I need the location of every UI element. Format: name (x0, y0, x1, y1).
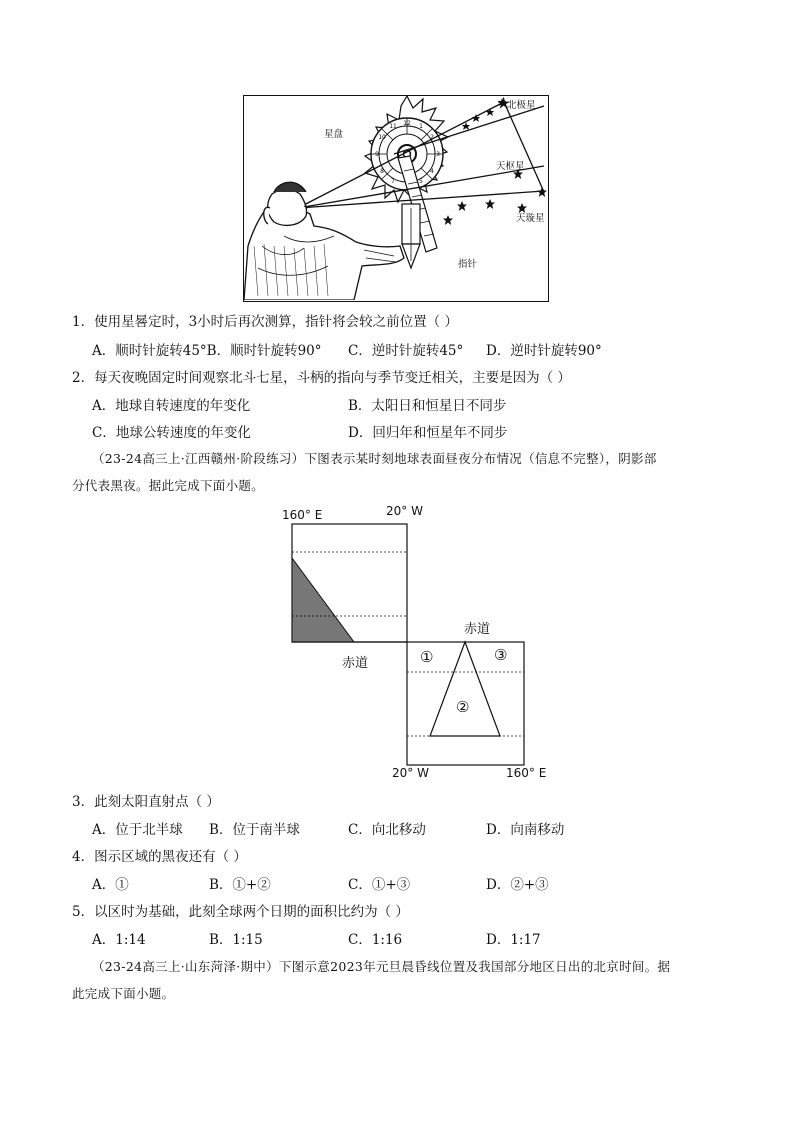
question-5-option-c[interactable]: C．1:16 (348, 932, 403, 948)
label-pointer: 指针 (458, 259, 478, 270)
label-star-disk: 星盘 (324, 129, 344, 140)
label-polaris: 北极星 (507, 100, 536, 111)
svg-text:1: 1 (419, 123, 423, 130)
svg-text:9: 9 (375, 151, 379, 158)
question-4-option-a[interactable]: A．① (92, 877, 129, 893)
question-1-option-d[interactable]: D．逆时针旋转90° (486, 343, 602, 359)
question-2-option-b[interactable]: B．太阳日和恒星日不同步 (348, 398, 507, 414)
question-5-option-b[interactable]: B．1:15 (209, 932, 263, 948)
label-equator-right: 赤道 (464, 622, 491, 637)
question-3-stem: 3．此刻太阳直射点（ ） (72, 794, 220, 810)
question-2-option-d[interactable]: D．回归年和恒星年不同步 (348, 425, 508, 441)
svg-text:3: 3 (436, 151, 440, 158)
question-3-option-c[interactable]: C．向北移动 (348, 822, 426, 838)
question-1-stem: 1．使用星晷定时，3小时后再次测算，指针将会较之前位置（ ） (72, 314, 458, 330)
question-3-option-d[interactable]: D．向南移动 (486, 822, 565, 838)
question-4-option-d[interactable]: D．②+③ (486, 877, 549, 893)
svg-text:8: 8 (380, 168, 384, 175)
question-4-option-b[interactable]: B．①+② (209, 877, 271, 893)
label-20w-bottom: 20° W (392, 766, 429, 780)
question-3-option-b[interactable]: B．位于南半球 (209, 822, 300, 838)
intro-paragraph-1-line-1: （23-24高三上·江西赣州·阶段练习）下图表示某时刻地球表面昼夜分布情况（信息不完整），阴影部 (92, 451, 657, 466)
intro-paragraph-2-line-2: 此完成下面小题。 (72, 986, 175, 1001)
svg-text:12: 12 (403, 120, 411, 127)
label-160e-bottom: 160° E (506, 766, 547, 780)
svg-text:10: 10 (378, 134, 386, 141)
question-2-option-c[interactable]: C．地球公转速度的年变化 (92, 425, 251, 441)
star-dial-figure (243, 95, 549, 302)
label-merak: 天璇星 (516, 213, 545, 224)
question-1-option-a[interactable]: A．顺时针旋转45°B．顺时针旋转90° (92, 343, 322, 359)
day-night-figure (270, 500, 570, 786)
day-night-diagram (270, 500, 570, 786)
question-5-option-a[interactable]: A．1:14 (92, 932, 146, 948)
svg-text:4: 4 (430, 168, 434, 175)
label-dubhe: 天枢星 (496, 161, 525, 172)
region-3-label: ③ (494, 646, 508, 664)
svg-text:11: 11 (389, 123, 397, 130)
region-2-label: ② (456, 698, 470, 716)
region-1-label: ① (420, 648, 434, 666)
question-4-option-c[interactable]: C．①+③ (348, 877, 411, 893)
question-5-stem: 5．以区时为基础，此刻全球两个日期的面积比约为（ ） (72, 904, 409, 920)
star-dial-illustration (244, 96, 547, 300)
question-2-stem: 2．每天夜晚固定时间观察北斗七星，斗柄的指向与季节变迁相关，主要是因为（ ） (72, 370, 571, 386)
label-equator-left: 赤道 (342, 656, 369, 671)
intro-paragraph-2-line-1: （23-24高三上·山东菏泽·期中）下图示意2023年元旦晨昏线位置及我国部分地区日出的北京时间。据 (92, 959, 671, 974)
question-4-stem: 4．图示区域的黑夜还有（ ） (72, 849, 247, 865)
label-20w-top: 20° W (386, 504, 423, 518)
question-3-option-a[interactable]: A．位于北半球 (92, 822, 183, 838)
svg-text:2: 2 (430, 134, 434, 141)
question-2-option-a[interactable]: A．地球自转速度的年变化 (92, 398, 251, 414)
intro-paragraph-1-line-2: 分代表黑夜。据此完成下面小题。 (72, 478, 265, 493)
svg-text:5: 5 (419, 178, 423, 185)
question-5-option-d[interactable]: D．1:17 (486, 932, 541, 948)
label-160e-top: 160° E (282, 508, 323, 522)
question-1-option-c[interactable]: C．逆时针旋转45° (348, 343, 464, 359)
svg-text:7: 7 (391, 178, 395, 185)
